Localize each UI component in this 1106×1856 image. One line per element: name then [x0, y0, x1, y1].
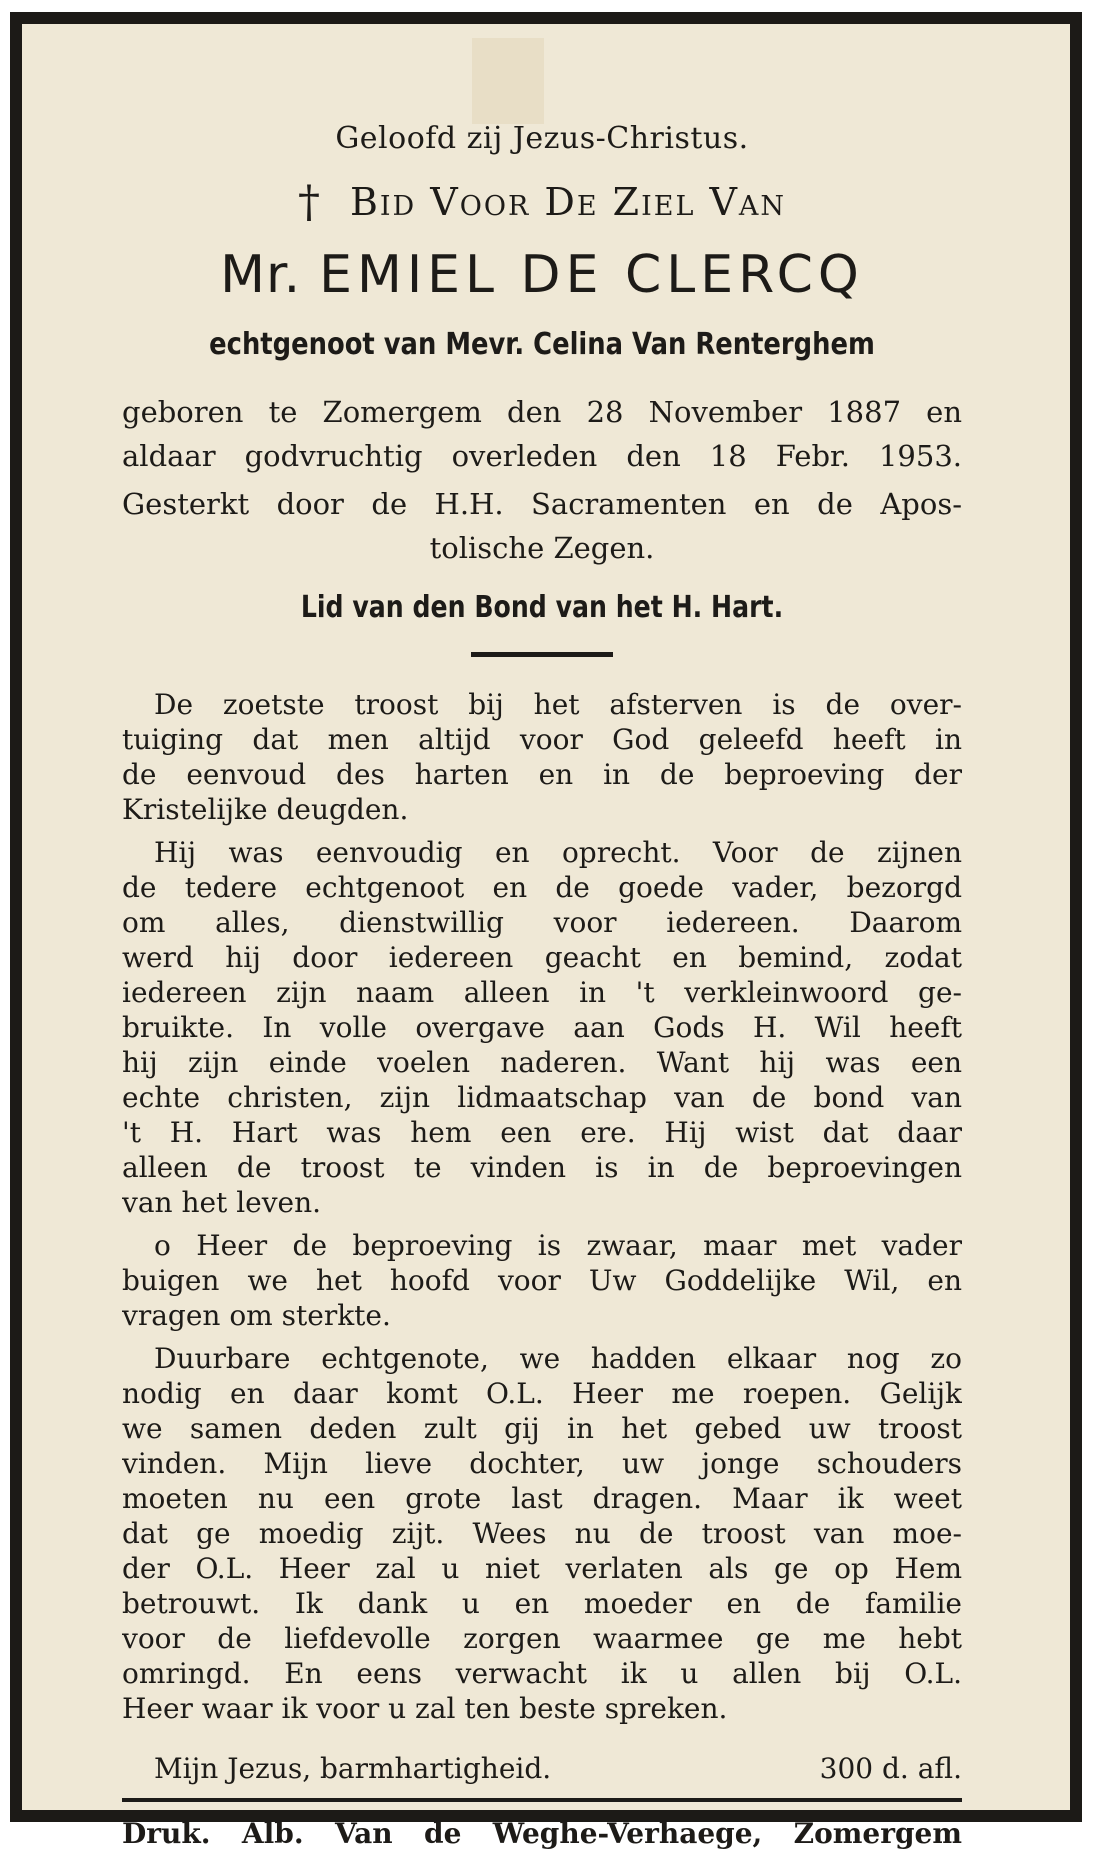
deceased-name-line [122, 240, 962, 310]
text-line: bruikte. In volle overgave aan Gods H. Wil heeft [122, 1011, 962, 1044]
footer-divider [122, 1798, 962, 1802]
text-line: Hij was eenvoudig en oprecht. Voor de zijnen [154, 836, 962, 869]
birth-death-block [122, 390, 962, 478]
sacraments-line: Gesterkt door de H.H. Sacramenten en de Apos- [122, 487, 962, 521]
text-line: buigen we het hoofd voor Uw Goddelijke Wil, en [122, 1264, 962, 1297]
memorial-card [10, 12, 1082, 1850]
text-line: voor de liefdevolle zorgen waarmee ge me hebt [122, 1622, 962, 1655]
closing-prayer: Mijn Jezus, barmhartigheid. [154, 1752, 552, 1785]
name-title: Mr. [220, 245, 302, 305]
divider [471, 652, 613, 657]
bond-membership: Lid van den Bond van het H. Hart. [300, 590, 784, 625]
memorial-text [122, 687, 962, 1726]
text-line: echte christen, zijn lidmaatschap van de bond van [122, 1081, 962, 1114]
paragraph [122, 1228, 962, 1333]
paragraph [122, 1341, 962, 1726]
paragraph [122, 687, 962, 827]
text-line: o Heer de beproeving is zwaar, maar met vader [154, 1229, 962, 1262]
prayer-heading-line [122, 172, 962, 232]
text-line: Heer waar ik voor u zal ten beste spreken. [122, 1692, 728, 1725]
text-line: dat ge moedig zijt. Wees nu de troost van moe- [122, 1517, 962, 1550]
text-line: om alles, dienstwillig voor iedereen. Daarom [122, 906, 962, 939]
text-line: 't H. Hart was hem een ere. Hij wist dat daar [122, 1116, 962, 1149]
text-line: werd hij door iedereen geacht en bemind, zodat [122, 941, 962, 974]
cross-icon: † [297, 177, 322, 228]
text-line: de eenvoud des harten en in de beproeving der [122, 758, 962, 791]
text-line: betrouwt. Ik dank u en moeder en de familie [122, 1587, 962, 1620]
printer-imprint: Druk. Alb. Van de Weghe-Verhaege, Zomergem [122, 1817, 962, 1850]
prayer-heading: Bid Voor De Ziel Van [349, 180, 787, 224]
text-line: we samen deden zult gij in het gebed uw troost [122, 1412, 962, 1445]
text-line: tuiging dat men altijd voor God geleefd heeft in [122, 723, 962, 756]
birth-line: geboren te Zomergem den 28 November 1887 en [122, 395, 962, 429]
closing-line [122, 1750, 962, 1788]
text-line: vinden. Mijn lieve dochter, uw jonge schouders [122, 1447, 962, 1480]
text-line: nodig en daar komt O.L. Heer me roepen. Gelijk [122, 1377, 962, 1410]
text-line: De zoetste troost bij het afsterven is de over- [154, 688, 962, 721]
deceased-name: EMIEL DE CLERCQ [319, 245, 864, 305]
indulgence: 300 d. afl. [819, 1752, 962, 1785]
text-line: vragen om sterkte. [122, 1299, 391, 1332]
text-line: moeten nu een grote last dragen. Maar ik weet [122, 1482, 962, 1515]
sacraments-line: tolische Zegen. [429, 531, 655, 565]
text-line: hij zijn einde voelen naderen. Want hij was een [122, 1046, 962, 1079]
text-line: alleen de troost te vinden is in de beproevingen [122, 1151, 962, 1184]
text-line: der O.L. Heer zal u niet verlaten als ge op Hem [122, 1552, 962, 1585]
death-line: aldaar godvruchtig overleden den 18 Febr. 1953. [122, 439, 962, 473]
text-line: Duurbare echtgenote, we hadden elkaar nog zo [154, 1342, 962, 1375]
text-line: omringd. En eens verwacht ik u allen bij O.L. [122, 1657, 962, 1690]
text-line: Kristelijke deugden. [122, 793, 409, 826]
card-content [122, 112, 962, 1850]
paragraph [122, 835, 962, 1220]
sacraments-block [122, 482, 962, 570]
spouse-line: echtgenoot van Mevr. Celina Van Renterghem [209, 327, 875, 362]
text-line: van het leven. [122, 1186, 322, 1219]
text-line: de tedere echtgenoot en de goede vader, bezorgd [122, 871, 962, 904]
text-line: iedereen zijn naam alleen in 't verkleinwoord ge- [122, 976, 962, 1009]
motto: Geloofd zij Jezus-Christus. [335, 121, 749, 156]
